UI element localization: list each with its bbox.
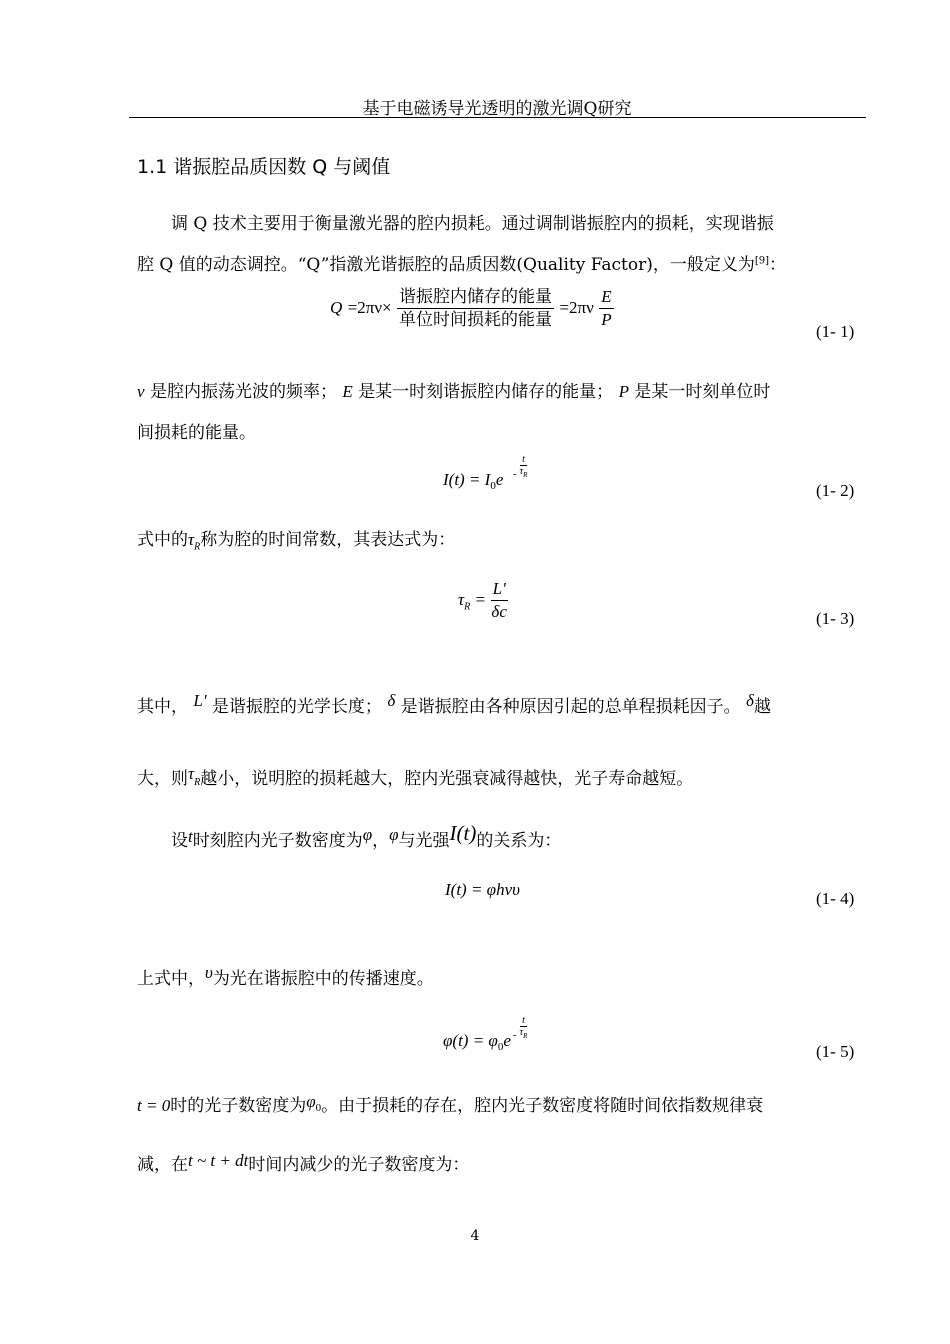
eq2-exponent (513, 454, 527, 481)
t-zero: t = 0 (137, 1096, 171, 1115)
para7-post: 。由于损耗的存在，腔内光子数密度将随时间依指数规律衰 (321, 1096, 764, 1116)
para1-line2-text: 腔 Q 值的动态调控。“Q”指激光谐振腔的品质因数(Quality Factor)，一般定义为 (137, 255, 755, 275)
eq1-fraction (397, 286, 554, 331)
eq2-lhs: I(t) = I (443, 470, 491, 489)
eq2-exp-den (520, 466, 528, 481)
eq3-num: L' (491, 578, 508, 601)
para6-post: 为光在谐振腔中的传播速度。 (212, 969, 434, 989)
eq1-frac2-den: P (601, 310, 612, 329)
para4-line2 (137, 764, 693, 791)
eq5-exp-den (520, 1027, 528, 1042)
para4-line2-pre: 大，则 (137, 769, 188, 789)
p-symbol: P (618, 382, 629, 401)
eq1-number: (1- 1) (816, 322, 855, 341)
eq3-lhs-sub: R (464, 601, 471, 613)
header-rule (129, 117, 866, 118)
eq3-eq: = (475, 590, 486, 609)
para2-line2: 间损耗的能量。 (137, 423, 256, 443)
para3-post: 称为腔的时间常数，其表达式为： (200, 530, 456, 550)
tau-r-sub-2: R (194, 777, 201, 789)
intensity-symbol: I(t) (449, 821, 477, 845)
para4-d2-text: 越 (753, 697, 771, 717)
para5-mid1: 时刻腔内光子数密度为 (192, 831, 363, 851)
tau-r-sub: R (194, 541, 201, 553)
para7-line1 (137, 1091, 763, 1118)
para1-line2 (137, 250, 786, 275)
l-prime-symbol: L' (193, 691, 207, 710)
eq4-number: (1- 4) (816, 889, 855, 908)
para6-line (137, 964, 434, 989)
nu-symbol: ν (137, 382, 145, 401)
para7-line2-pre: 减，在 (137, 1155, 188, 1175)
para7-line2 (137, 1150, 469, 1175)
page-number: 4 (470, 1228, 480, 1244)
eq1-frac2-num: E (599, 286, 613, 309)
eq1-mid: =2πν (559, 298, 594, 317)
phi0-sub: 0 (315, 1102, 322, 1115)
para4-pre: 其中， (137, 697, 188, 717)
para5-line (171, 821, 562, 852)
phi-symbol-2: φ (389, 825, 399, 844)
phi0-symbol: φ (306, 1092, 316, 1111)
eq1-coef: =2πν× (347, 298, 392, 317)
para5-post: 的关系为： (476, 831, 562, 851)
eq5-exp-fraction (520, 1015, 528, 1042)
equation-1 (330, 286, 614, 331)
eq5-lhs: φ(t) = φ (443, 1031, 498, 1050)
equation-4: I(t) = φhνυ (445, 880, 520, 899)
para2-v-text: 是腔内振荡光波的频率； (149, 382, 337, 402)
eq1-frac-num: 谐振腔内储存的能量 (399, 287, 553, 307)
para3-pre: 式中的 (137, 530, 188, 550)
para1-line1: 调 Q 技术主要用于衡量激光器的腔内损耗。通过调制谐振腔内的损耗，实现谐振 (171, 214, 774, 234)
para2-e-text: 是某一时刻谐振腔内储存的能量； (358, 382, 614, 402)
para3-line (137, 525, 455, 552)
para5-mid2: 与光强 (398, 831, 450, 851)
equation-3 (458, 578, 508, 623)
eq1-frac-den: 单位时间损耗的能量 (399, 310, 553, 330)
para7-line2-post: 时间内减少的光子数密度为： (248, 1155, 470, 1175)
equation-2 (443, 454, 528, 493)
eq3-den: δc (491, 602, 507, 621)
eq5-exp-sign: - (513, 1030, 517, 1041)
citation-ref[interactable]: [9] (754, 255, 770, 267)
eq3-number: (1- 3) (816, 609, 855, 628)
para2-p-text: 是某一时刻单位时 (634, 382, 771, 402)
para5-pre: 设 (171, 831, 188, 851)
t-symbol: t (188, 827, 193, 846)
time-range: t ~ t + dt (188, 1151, 249, 1170)
eq2-exp-fraction (520, 454, 528, 481)
eq2-exp-num: t (520, 454, 528, 466)
para2-line1 (137, 377, 770, 402)
eq2-base: e (495, 470, 504, 489)
eq1-lhs: Q (330, 298, 343, 317)
eq2-sub0: 0 (490, 480, 496, 493)
para6-pre: 上式中， (137, 969, 205, 989)
eq5-exponent (513, 1015, 527, 1042)
e-symbol: E (342, 382, 353, 401)
eq2-exp-tau: τ (519, 466, 524, 477)
eq2-exp-sub: R (523, 471, 528, 479)
para5-comma: ， (372, 831, 390, 851)
delta-symbol: δ (387, 691, 396, 710)
phi-symbol: φ (362, 825, 373, 844)
eq5-exp-sub: R (523, 1032, 528, 1040)
delta-symbol-2: δ (746, 691, 754, 710)
tau-r-symbol: τ (188, 530, 195, 549)
tau-r-symbol-2: τ (188, 764, 195, 783)
eq1-fraction2 (599, 286, 613, 331)
running-header: 基于电磁诱导光透明的激光调Q研究 (362, 99, 632, 119)
para7-mid: 时的光子数密度为 (170, 1096, 307, 1116)
eq2-number: (1- 2) (816, 481, 855, 500)
para4-d-text: 是谐振腔由各种原因引起的总单程损耗因子。 (400, 697, 741, 717)
eq2-exp-sign: - (513, 469, 517, 480)
para1-line2-end: ： (769, 255, 787, 275)
eq5-sub0: 0 (497, 1041, 504, 1054)
eq5-exp-num: t (520, 1015, 528, 1027)
section-heading: 1.1 谐振腔品质因数 Q 与阈值 (137, 156, 391, 178)
eq3-lhs: τ (458, 590, 465, 609)
eq3-fraction (491, 578, 508, 623)
para4-l-text: 是谐振腔的光学长度； (211, 697, 382, 717)
eq5-number: (1- 5) (816, 1042, 855, 1061)
eq5-exp-tau: τ (519, 1027, 524, 1038)
upsilon-symbol: υ (205, 963, 213, 982)
para4-line2-post: 越小，说明腔的损耗越大，腔内光强衰减得越快，光子寿命越短。 (200, 769, 694, 789)
para4-line1 (137, 692, 771, 717)
eq5-base: e (503, 1031, 511, 1050)
